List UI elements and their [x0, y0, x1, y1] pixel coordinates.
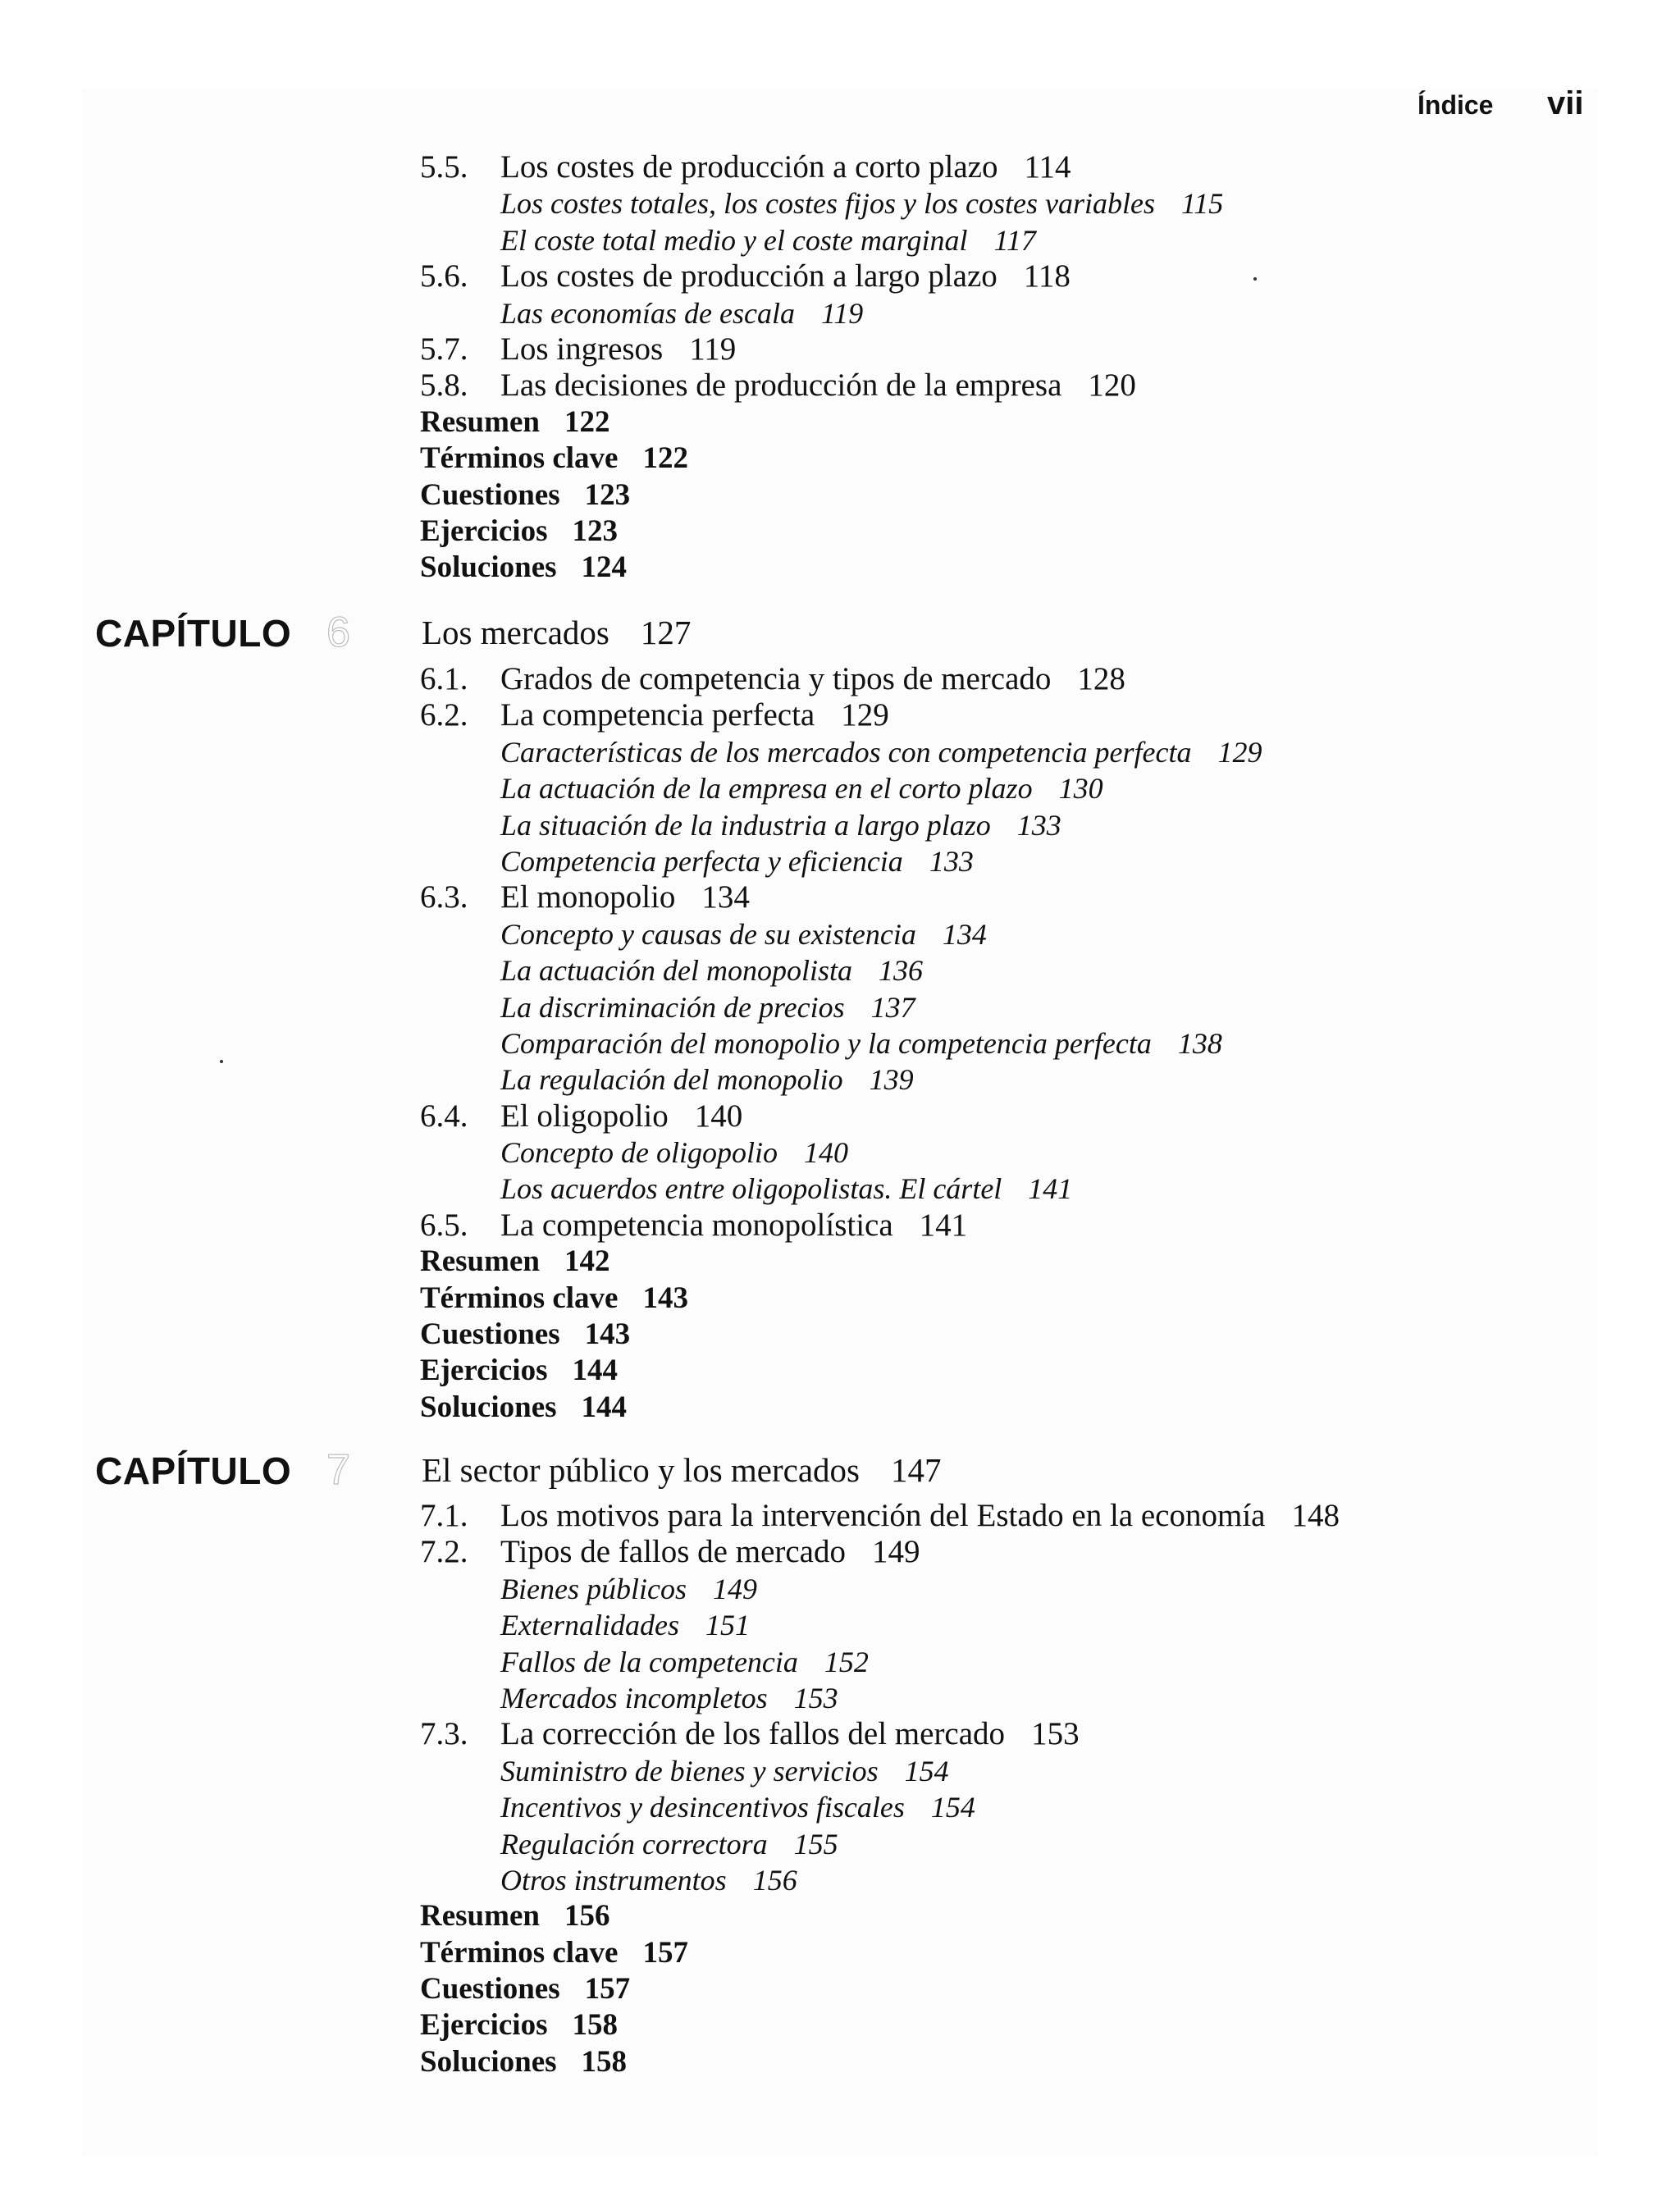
entry-title [500, 1025, 1222, 1061]
entry-page-number: 140 [694, 1098, 743, 1134]
entry-page-number: 138 [1177, 1026, 1222, 1060]
entry-page-number: 158 [581, 2044, 628, 2079]
entry-title-text: Ejercicios [420, 2008, 548, 2043]
entry-number: 6.2. [420, 697, 468, 733]
entry-page-number: 122 [642, 441, 688, 476]
entry-page-number: 118 [1023, 258, 1071, 294]
entry-title-text: Bienes públicos [500, 1572, 687, 1605]
entry-title [500, 661, 1125, 697]
entry-title-text: La regulación del monopolio [500, 1063, 843, 1097]
entry-title-text: Grados de competencia y tipos de mercado [500, 661, 1052, 696]
toc-subsection-entry[interactable] [0, 295, 1680, 331]
entry-page-number: 141 [1028, 1172, 1073, 1206]
entry-page-number: 158 [572, 2008, 618, 2043]
chapter-number: 6 [326, 609, 350, 656]
entry-title-text: Tipos de fallos de mercado [500, 1534, 846, 1570]
entry-number: 7.2. [420, 1534, 468, 1570]
entry-page-number: 156 [564, 1899, 610, 1933]
entry-title-text: El coste total medio y el coste marginal [500, 223, 968, 257]
entry-title [500, 1789, 975, 1825]
entry-number: 6.1. [420, 661, 468, 696]
entry-title [500, 989, 915, 1025]
scan-speck [1253, 277, 1257, 281]
chapter-label: CAPÍTULO [95, 1450, 292, 1492]
toc-section-entry[interactable] [0, 149, 1680, 185]
chapter-title-text: Los mercados [422, 614, 609, 651]
entry-title-text: Competencia perfecta y eficiencia [500, 844, 903, 878]
entry-title-text: Mercados incompletos [500, 1681, 768, 1714]
entry-number: 5.6. [420, 258, 468, 294]
entry-title [500, 1534, 920, 1570]
entry-title-text: Los costes de producción a largo plazo [500, 258, 998, 294]
toc-subsection-entry[interactable] [0, 1680, 1680, 1716]
entry-page-number: 142 [564, 1244, 610, 1279]
entry-page-number: 156 [752, 1863, 797, 1897]
entry-title [420, 1353, 618, 1389]
entry-title [420, 2007, 618, 2043]
entry-title-text: Resumen [420, 1244, 540, 1279]
toc-backmatter-entry[interactable] [0, 2044, 1680, 2080]
toc-section-entry[interactable] [0, 331, 1680, 368]
entry-title [420, 477, 630, 514]
entry-title-text: Concepto y causas de su existencia [500, 917, 916, 951]
entry-title-text: Las decisiones de producción de la empresa [500, 368, 1062, 404]
entry-page-number: 122 [564, 404, 610, 439]
entry-title [500, 258, 1071, 294]
entry-title-text: Términos clave [420, 441, 619, 476]
entry-title [500, 1862, 797, 1898]
entry-page-number: 153 [1031, 1716, 1080, 1752]
entry-page-number: 134 [942, 917, 987, 951]
entry-page-number: 123 [584, 477, 631, 512]
entry-number: 7.1. [420, 1498, 468, 1533]
entry-page-number: 157 [584, 1972, 631, 2007]
entry-page-number: 129 [1217, 735, 1262, 769]
entry-page-number: 154 [904, 1754, 949, 1787]
entry-page-number: 134 [701, 879, 750, 915]
entry-page-number: 137 [870, 990, 915, 1024]
toc-section-entry[interactable] [0, 1098, 1680, 1135]
entry-number: 6.3. [420, 879, 468, 915]
entry-title [420, 1281, 688, 1317]
toc-subsection-entry[interactable] [0, 807, 1680, 843]
entry-title [500, 1061, 914, 1098]
toc-backmatter-entry[interactable] [0, 404, 1680, 441]
toc-section-entry[interactable] [0, 1208, 1680, 1244]
toc-backmatter-entry[interactable] [0, 2007, 1680, 2043]
toc-section-entry[interactable] [0, 697, 1680, 733]
entry-title-text: Concepto de oligopolio [500, 1136, 778, 1170]
entry-title [500, 1498, 1340, 1534]
entry-title [420, 1244, 609, 1280]
entry-title [420, 1971, 630, 2007]
toc-backmatter-entry[interactable] [0, 514, 1680, 550]
entry-title-text: Incentivos y desincentivos fiscales [500, 1791, 905, 1824]
entry-page-number: 129 [841, 697, 889, 733]
entry-title-text: La discriminación de precios [500, 990, 845, 1024]
entry-page-number: 148 [1291, 1498, 1340, 1533]
entry-title [500, 1208, 967, 1244]
entry-page-number: 136 [878, 954, 923, 988]
entry-title [420, 1935, 688, 1971]
entry-title [420, 514, 618, 550]
toc-backmatter-entry[interactable] [0, 1317, 1680, 1353]
entry-page-number: 151 [705, 1609, 750, 1642]
entry-title-text: Ejercicios [420, 514, 548, 548]
entry-page-number: 115 [1180, 187, 1224, 221]
chapter-label: CAPÍTULO [95, 612, 292, 655]
entry-title [500, 1171, 1072, 1207]
entry-title [420, 1390, 627, 1426]
entry-number: 6.4. [420, 1098, 468, 1134]
entry-title-text: La actuación de la empresa en el corto plazo [500, 772, 1033, 806]
toc-section-entry[interactable] [0, 879, 1680, 915]
toc-subsection-entry[interactable] [0, 770, 1680, 806]
entry-number: 5.5. [420, 149, 468, 185]
entry-number: 6.5. [420, 1207, 468, 1243]
entry-title [500, 879, 750, 915]
toc-section-entry[interactable] [0, 1534, 1680, 1570]
toc-subsection-entry[interactable] [0, 916, 1680, 952]
toc-block-chapter-5-continued [0, 149, 1680, 587]
entry-title [420, 1898, 609, 1934]
toc-backmatter-entry[interactable] [0, 1898, 1680, 1934]
entry-title-text: Los costes de producción a corto plazo [500, 149, 998, 185]
entry-title [500, 331, 736, 368]
entry-title [500, 1826, 838, 1862]
entry-number: 7.3. [420, 1716, 468, 1752]
entry-page-number: 119 [820, 296, 864, 330]
entry-title [500, 1644, 869, 1680]
toc-subsection-entry[interactable] [0, 1025, 1680, 1061]
toc-subsection-entry[interactable] [0, 185, 1680, 221]
entry-page-number: 119 [689, 331, 737, 367]
entry-title-text: Otros instrumentos [500, 1863, 727, 1897]
entry-title [500, 1607, 750, 1643]
toc-backmatter-entry[interactable] [0, 1390, 1680, 1426]
entry-title-text: Los acuerdos entre oligopolistas. El cártel [500, 1172, 1002, 1206]
entry-title [500, 1571, 757, 1607]
toc-block-chapter-6 [0, 661, 1680, 1426]
toc-subsection-entry[interactable] [0, 1862, 1680, 1898]
toc-section-entry[interactable] [0, 661, 1680, 697]
entry-title [500, 1716, 1080, 1752]
entry-title [500, 734, 1262, 770]
entry-title-text: La competencia monopolística [500, 1207, 893, 1243]
entry-title [500, 697, 889, 733]
entry-page-number: 144 [572, 1354, 618, 1388]
entry-title-text: Características de los mercados con competencia perfecta [500, 735, 1192, 769]
chapter-title[interactable] [422, 1450, 942, 1490]
entry-title [500, 185, 1223, 221]
toc-subsection-entry[interactable] [0, 222, 1680, 258]
toc-subsection-entry[interactable] [0, 1826, 1680, 1862]
toc-section-entry[interactable] [0, 258, 1680, 294]
entry-title-text: Suministro de bienes y servicios [500, 1754, 879, 1787]
toc-block-chapter-7 [0, 1498, 1680, 2080]
entry-page-number: 117 [993, 223, 1036, 257]
entry-page-number: 140 [803, 1136, 848, 1170]
entry-title [500, 807, 1061, 843]
toc-backmatter-entry[interactable] [0, 441, 1680, 477]
toc-section-entry[interactable] [0, 368, 1680, 404]
chapter-title-page: 147 [891, 1451, 942, 1489]
entry-title-text: Soluciones [420, 2044, 557, 2079]
entry-title-text: Cuestiones [420, 1317, 560, 1352]
entry-number: 5.7. [420, 331, 468, 367]
entry-page-number: 133 [1016, 808, 1061, 842]
entry-title [420, 550, 627, 586]
entry-page-number: 124 [581, 550, 628, 585]
entry-title-text: La corrección de los fallos del mercado [500, 1716, 1006, 1752]
entry-title-text: Los motivos para la intervención del Estado en la economía [500, 1498, 1266, 1533]
entry-page-number: 153 [793, 1681, 838, 1714]
toc-backmatter-entry[interactable] [0, 1244, 1680, 1280]
toc-backmatter-entry[interactable] [0, 1935, 1680, 1971]
chapter-title-page: 127 [640, 614, 692, 651]
entry-title-text: Ejercicios [420, 1354, 548, 1388]
entry-page-number: 155 [793, 1827, 838, 1860]
entry-title-text: El oligopolio [500, 1098, 669, 1134]
entry-page-number: 123 [572, 514, 618, 548]
entry-page-number: 149 [871, 1534, 920, 1570]
entry-title-text: Externalidades [500, 1609, 679, 1642]
entry-page-number: 133 [929, 844, 974, 878]
toc-backmatter-entry[interactable] [0, 1971, 1680, 2007]
entry-title-text: Resumen [420, 404, 540, 439]
entry-title [500, 1753, 949, 1789]
entry-title [420, 441, 688, 477]
scan-speck [220, 1060, 223, 1063]
entry-title-text: Soluciones [420, 550, 557, 585]
toc-subsection-entry[interactable] [0, 1753, 1680, 1789]
entry-title-text: Las economías de escala [500, 296, 795, 330]
toc-subsection-entry[interactable] [0, 1061, 1680, 1098]
entry-title [500, 1680, 838, 1716]
entry-page-number: 139 [869, 1063, 914, 1097]
entry-page-number: 114 [1024, 149, 1071, 185]
entry-page-number: 128 [1077, 661, 1125, 696]
entry-page-number: 143 [642, 1281, 688, 1315]
entry-title-text: La actuación del monopolista [500, 954, 852, 988]
toc-backmatter-entry[interactable] [0, 1281, 1680, 1317]
toc-subsection-entry[interactable] [0, 1644, 1680, 1680]
entry-title [500, 1135, 848, 1171]
entry-title-text: Términos clave [420, 1281, 619, 1315]
entry-title [420, 2044, 627, 2080]
entry-title [500, 952, 923, 988]
entry-page-number: 143 [584, 1317, 631, 1352]
toc-backmatter-entry[interactable] [0, 477, 1680, 514]
entry-title-text: Los ingresos [500, 331, 664, 367]
entry-page-number: 152 [824, 1645, 869, 1678]
entry-title [500, 295, 863, 331]
entry-title-text: Regulación correctora [500, 1827, 768, 1860]
toc-subsection-entry[interactable] [0, 1571, 1680, 1607]
entry-page-number: 141 [919, 1207, 968, 1243]
entry-page-number: 149 [712, 1572, 757, 1605]
entry-title-text: Los costes totales, los costes fijos y los costes variables [500, 187, 1155, 221]
entry-title-text: Cuestiones [420, 477, 560, 512]
entry-title-text: Cuestiones [420, 1972, 560, 2007]
entry-title [420, 1317, 630, 1353]
entry-title-text: El monopolio [500, 879, 676, 915]
entry-title [500, 368, 1136, 404]
entry-title-text: Términos clave [420, 1935, 619, 1970]
toc-subsection-entry[interactable] [0, 1607, 1680, 1643]
entry-page-number: 130 [1058, 772, 1103, 806]
entry-page-number: 144 [581, 1390, 628, 1424]
toc-subsection-entry[interactable] [0, 1171, 1680, 1207]
entry-page-number: 120 [1088, 368, 1136, 404]
toc-subsection-entry[interactable] [0, 952, 1680, 988]
toc-subsection-entry[interactable] [0, 734, 1680, 770]
entry-page-number: 154 [930, 1791, 975, 1824]
toc-subsection-entry[interactable] [0, 1789, 1680, 1825]
toc-subsection-entry[interactable] [0, 989, 1680, 1025]
running-header [1395, 85, 1591, 126]
toc-backmatter-entry[interactable] [0, 1353, 1680, 1389]
entry-title-text: Fallos de la competencia [500, 1645, 798, 1678]
entry-title-text: Resumen [420, 1899, 540, 1933]
entry-title [500, 843, 974, 879]
toc-subsection-entry[interactable] [0, 1135, 1680, 1171]
entry-number: 5.8. [420, 368, 468, 404]
entry-title [500, 149, 1071, 185]
header-section-name: Índice [1418, 90, 1494, 120]
entry-title [500, 222, 1036, 258]
chapter-number: 7 [326, 1446, 350, 1494]
toc-subsection-entry[interactable] [0, 843, 1680, 879]
entry-title-text: Comparación del monopolio y la competencia perfecta [500, 1026, 1152, 1060]
entry-title-text: La situación de la industria a largo plazo [500, 808, 991, 842]
toc-section-entry[interactable] [0, 1716, 1680, 1752]
toc-section-entry[interactable] [0, 1498, 1680, 1534]
entry-title [420, 404, 609, 441]
entry-title-text: Soluciones [420, 1390, 557, 1424]
entry-title [500, 770, 1103, 806]
chapter-title[interactable] [422, 613, 691, 652]
header-page-number: vii [1547, 85, 1584, 121]
entry-page-number: 157 [642, 1935, 688, 1970]
chapter-title-text: El sector público y los mercados [422, 1451, 861, 1489]
entry-title-text: La competencia perfecta [500, 697, 815, 733]
entry-title [500, 1098, 742, 1135]
entry-title [500, 916, 987, 952]
toc-backmatter-entry[interactable] [0, 550, 1680, 586]
